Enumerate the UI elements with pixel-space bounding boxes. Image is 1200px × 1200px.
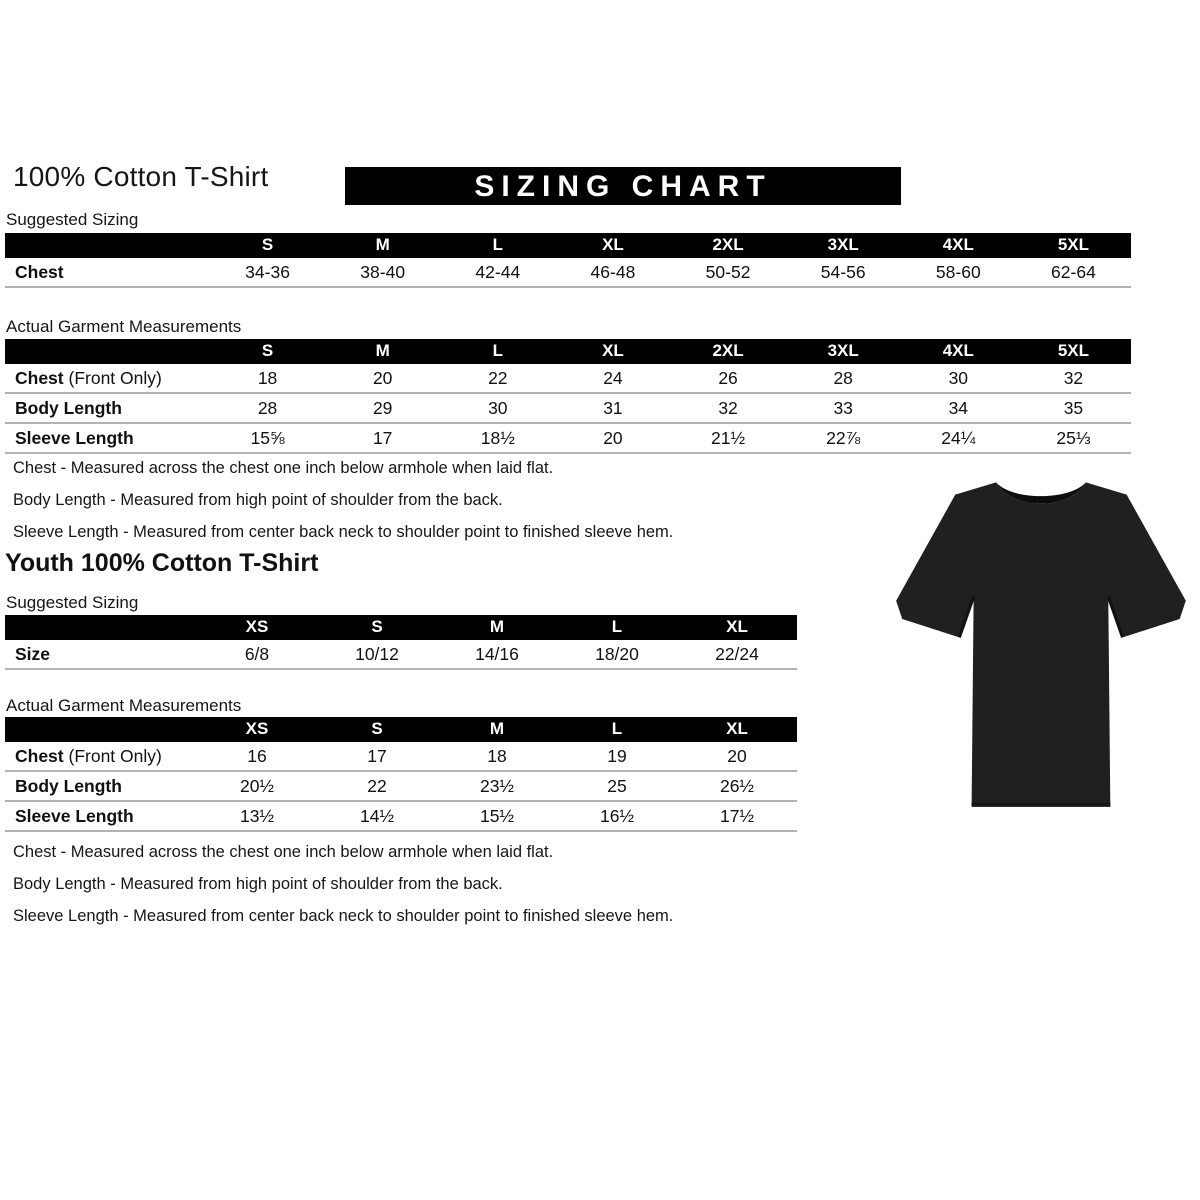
row-label [5, 258, 210, 287]
row-label-suffix: (Front Only) [63, 368, 162, 388]
adult-actual-measurements-label: Actual Garment Measurements [6, 317, 242, 336]
size-header-xl: XL [677, 717, 797, 742]
note-body-length: Body Length - Measured from high point of shoulder from the back. [13, 875, 503, 893]
size-header-4xl: 4XL [901, 233, 1016, 258]
row-label-text: Size [15, 644, 51, 664]
row-label-text: Body Length [15, 776, 122, 796]
adult-suggested-sizing-label: Suggested Sizing [6, 210, 139, 229]
adult-actual-measurements-table [5, 339, 1131, 454]
measurement-cell: 15⅝ [210, 423, 325, 453]
youth-actual-measurements-label: Actual Garment Measurements [6, 696, 242, 715]
measurement-cell: 26½ [677, 771, 797, 801]
measurement-cell: 54-56 [786, 258, 901, 287]
row-label [5, 364, 210, 393]
size-header-xl: XL [555, 339, 670, 364]
size-header-xs: XS [197, 717, 317, 742]
size-header-3xl: 3XL [786, 233, 901, 258]
measurement-cell: 22 [440, 364, 555, 393]
measurement-cell: 15½ [437, 801, 557, 831]
measurement-cell: 62-64 [1016, 258, 1131, 287]
measurement-cell: 10/12 [317, 640, 437, 669]
note-body-length: Body Length - Measured from high point of shoulder from the back. [13, 491, 503, 509]
measurement-cell: 32 [1016, 364, 1131, 393]
size-header-s: S [317, 615, 437, 640]
youth-suggested-sizing-label: Suggested Sizing [6, 593, 139, 612]
size-header-xl: XL [555, 233, 670, 258]
note-sleeve-length: Sleeve Length - Measured from center back neck to shoulder point to finished sleeve hem. [13, 523, 674, 541]
measurement-cell: 24¼ [901, 423, 1016, 453]
table-row [5, 640, 797, 669]
measurement-cell: 18/20 [557, 640, 677, 669]
size-header-m: M [325, 233, 440, 258]
measurement-cell: 32 [671, 393, 786, 423]
tshirt-silhouette [896, 482, 1186, 806]
size-header-spacer [5, 717, 197, 742]
measurement-cell: 30 [440, 393, 555, 423]
measurement-cell: 19 [557, 742, 677, 771]
page-title: 100% Cotton T-Shirt [13, 161, 269, 192]
table-row [5, 423, 1131, 453]
measurement-cell: 35 [1016, 393, 1131, 423]
measurement-cell: 6/8 [197, 640, 317, 669]
measurement-cell: 22 [317, 771, 437, 801]
size-header-s: S [317, 717, 437, 742]
size-header-m: M [325, 339, 440, 364]
row-label-text: Body Length [15, 398, 122, 418]
row-label-text: Sleeve Length [15, 428, 134, 448]
measurement-cell: 23½ [437, 771, 557, 801]
size-header-m: M [437, 615, 557, 640]
measurement-cell: 33 [786, 393, 901, 423]
measurement-cell: 20 [325, 364, 440, 393]
measurement-cell: 46-48 [555, 258, 670, 287]
youth-measurement-notes [13, 843, 673, 939]
measurement-cell: 18 [437, 742, 557, 771]
row-label [5, 801, 197, 831]
measurement-cell: 20 [677, 742, 797, 771]
adult-suggested-sizing-table [5, 233, 1131, 288]
row-label [5, 742, 197, 771]
row-label [5, 393, 210, 423]
row-label-text: Chest [15, 262, 64, 282]
measurement-cell: 28 [786, 364, 901, 393]
size-header-spacer [5, 615, 197, 640]
size-table [5, 233, 1131, 288]
note-sleeve-length: Sleeve Length - Measured from center back neck to shoulder point to finished sleeve hem. [13, 907, 674, 925]
youth-section-title: Youth 100% Cotton T-Shirt [5, 549, 319, 577]
measurement-cell: 16½ [557, 801, 677, 831]
size-header-row [5, 717, 797, 742]
measurement-cell: 21½ [671, 423, 786, 453]
sizing-chart-banner: SIZING CHART [345, 167, 901, 205]
row-label [5, 771, 197, 801]
measurement-cell: 38-40 [325, 258, 440, 287]
measurement-cell: 20 [555, 423, 670, 453]
size-header-m: M [437, 717, 557, 742]
measurement-cell: 25⅓ [1016, 423, 1131, 453]
measurement-cell: 25 [557, 771, 677, 801]
measurement-cell: 42-44 [440, 258, 555, 287]
black-tshirt-image [890, 466, 1196, 818]
size-header-xs: XS [197, 615, 317, 640]
size-header-l: L [557, 615, 677, 640]
row-label-text: Chest [15, 368, 64, 388]
measurement-cell: 24 [555, 364, 670, 393]
measurement-cell: 34 [901, 393, 1016, 423]
measurement-cell: 14½ [317, 801, 437, 831]
size-table [5, 339, 1131, 454]
size-header-2xl: 2XL [671, 233, 786, 258]
size-header-row [5, 615, 797, 640]
note-chest: Chest - Measured across the chest one inch below armhole when laid flat. [13, 459, 554, 477]
size-header-5xl: 5XL [1016, 233, 1131, 258]
table-row [5, 771, 797, 801]
measurement-cell: 16 [197, 742, 317, 771]
size-header-s: S [210, 233, 325, 258]
size-table [5, 615, 797, 670]
size-header-3xl: 3XL [786, 339, 901, 364]
table-row [5, 258, 1131, 287]
size-header-xl: XL [677, 615, 797, 640]
size-header-spacer [5, 233, 210, 258]
measurement-cell: 22⅞ [786, 423, 901, 453]
measurement-cell: 18 [210, 364, 325, 393]
measurement-cell: 50-52 [671, 258, 786, 287]
measurement-cell: 17½ [677, 801, 797, 831]
measurement-cell: 13½ [197, 801, 317, 831]
measurement-cell: 14/16 [437, 640, 557, 669]
size-header-l: L [440, 233, 555, 258]
youth-actual-measurements-table [5, 717, 797, 832]
row-label-suffix: (Front Only) [63, 746, 162, 766]
measurement-cell: 29 [325, 393, 440, 423]
row-label [5, 423, 210, 453]
tshirt-hem-shade [972, 803, 1111, 807]
measurement-cell: 17 [317, 742, 437, 771]
size-header-l: L [557, 717, 677, 742]
table-row [5, 364, 1131, 393]
size-header-s: S [210, 339, 325, 364]
measurement-cell: 22/24 [677, 640, 797, 669]
measurement-cell: 31 [555, 393, 670, 423]
youth-suggested-sizing-table [5, 615, 797, 670]
measurement-cell: 17 [325, 423, 440, 453]
size-header-2xl: 2XL [671, 339, 786, 364]
row-label-text: Chest [15, 746, 64, 766]
adult-measurement-notes [13, 459, 673, 555]
size-table [5, 717, 797, 832]
row-label [5, 640, 197, 669]
table-row [5, 801, 797, 831]
measurement-cell: 30 [901, 364, 1016, 393]
table-row [5, 393, 1131, 423]
size-header-l: L [440, 339, 555, 364]
row-label-text: Sleeve Length [15, 806, 134, 826]
size-header-5xl: 5XL [1016, 339, 1131, 364]
size-header-4xl: 4XL [901, 339, 1016, 364]
size-header-spacer [5, 339, 210, 364]
measurement-cell: 34-36 [210, 258, 325, 287]
table-row [5, 742, 797, 771]
measurement-cell: 18½ [440, 423, 555, 453]
measurement-cell: 28 [210, 393, 325, 423]
note-chest: Chest - Measured across the chest one inch below armhole when laid flat. [13, 843, 554, 861]
measurement-cell: 20½ [197, 771, 317, 801]
size-header-row [5, 233, 1131, 258]
measurement-cell: 26 [671, 364, 786, 393]
size-header-row [5, 339, 1131, 364]
measurement-cell: 58-60 [901, 258, 1016, 287]
